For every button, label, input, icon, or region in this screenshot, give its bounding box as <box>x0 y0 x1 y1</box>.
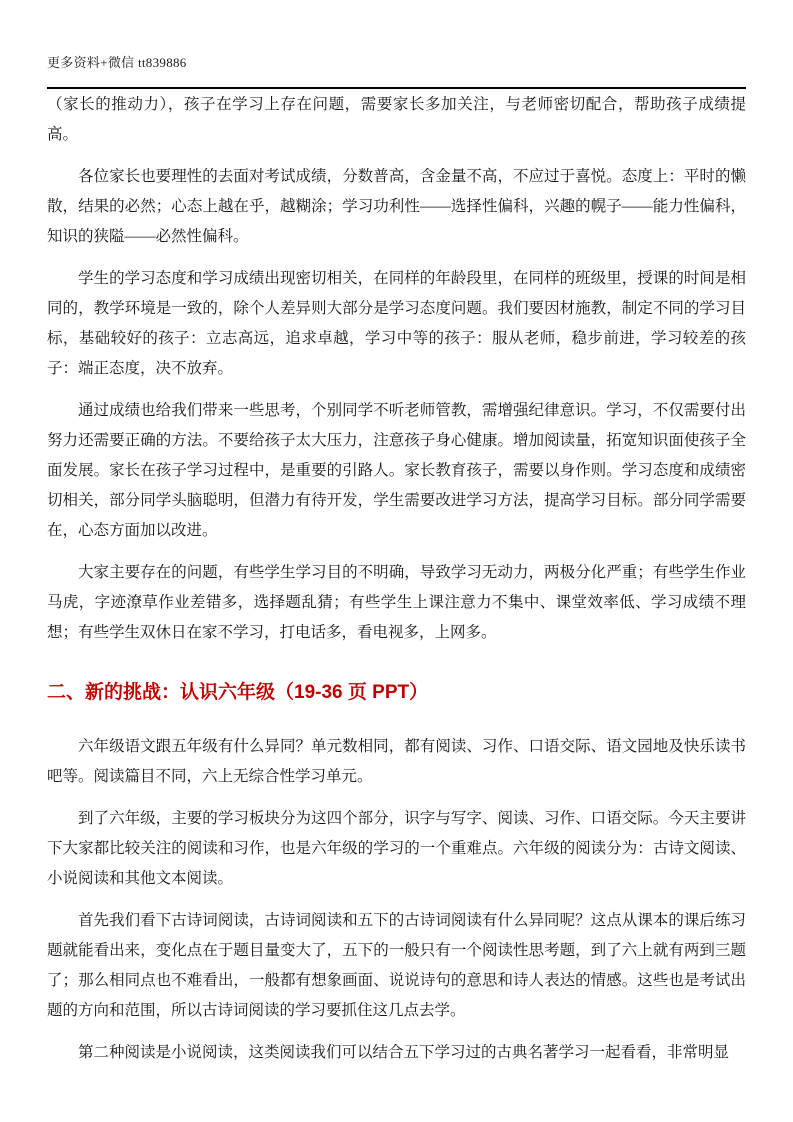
header-divider <box>47 87 746 89</box>
paragraph: 各位家长也要理性的去面对考试成绩，分数普高，含金量不高，不应过于喜悦。态度上：平时的懒散，结果的必然；心态上越在乎，越糊涂；学习功利性——选择性偏科，兴趣的幌子——能力性偏科，知识的狭隘——必然性偏科。 <box>47 168 746 245</box>
paragraph: 六年级语文跟五年级有什么异同？单元数相同，都有阅读、习作、口语交际、语文园地及快乐读书吧等。阅读篇目不同，六上无综合性学习单元。 <box>47 738 746 785</box>
paragraph: 第二种阅读是小说阅读，这类阅读我们可以结合五下学习过的古典名著学习一起看看，非常明显 <box>78 1044 730 1061</box>
document-body <box>47 90 746 1068</box>
paragraph: 大家主要存在的问题，有些学生学习目的不明确，导致学习无动力，两极分化严重；有些学生作业马虎，字迹潦草作业差错多，选择题乱猜；有些学生上课注意力不集中、课堂效率低、学习成绩不理想；有些学生双休日在家不学习，打电话多，看电视多，上网多。 <box>47 564 746 641</box>
paragraph: 到了六年级，主要的学习板块分为这四个部分，识字与写字、阅读、习作、口语交际。今天主要讲下大家都比较关注的阅读和习作，也是六年级的学习的一个重难点。六年级的阅读分为：古诗文阅读、小说阅读和其他文本阅读。 <box>47 810 746 887</box>
paragraph: （家长的推动力），孩子在学习上存在问题，需要家长多加关注，与老师密切配合，帮助孩子成绩提高。 <box>47 96 746 143</box>
paragraph: 通过成绩也给我们带来一些思考，个别同学不听老师管教，需增强纪律意识。学习，不仅需要付出努力还需要正确的方法。不要给孩子太大压力，注意孩子身心健康。增加阅读量，拓宽知识面使孩子全面发展。家长在孩子学习过程中，是重要的引路人。家长教育孩子，需要以身作则。学习态度和成绩密切相关，部分同学头脑聪明，但潜力有待开发，学生需要改进学习方法，提高学习目标。部分同学需要在，心态方面加以改进。 <box>47 402 746 539</box>
paragraph: 学生的学习态度和学习成绩出现密切相关，在同样的年龄段里，在同样的班级里，授课的时间是相同的，教学环境是一致的，除个人差异则大部分是学习态度问题。我们要因材施教，制定不同的学习目标，基础较好的孩子：立志高远，追求卓越，学习中等的孩子：服从老师，稳步前进，学习较差的孩子：端正态度，决不放弃。 <box>47 270 746 377</box>
section-heading: 二、新的挑战：认识六年级（19-36 页 PPT） <box>47 682 429 703</box>
paragraph: 首先我们看下古诗词阅读，古诗词阅读和五下的古诗词阅读有什么异同呢？这点从课本的课后练习题就能看出来，变化点在于题目量变大了，五下的一般只有一个阅读性思考题，到了六上就有两到三题了；那么相同点也不难看出，一般都有想象画面、说说诗句的意思和诗人表达的情感。这些也是考试出题的方向和范围，所以古诗词阅读的学习要抓住这几点去学。 <box>47 912 746 1019</box>
watermark-contact-note: 更多资料+微信 tt839886 <box>47 55 187 70</box>
